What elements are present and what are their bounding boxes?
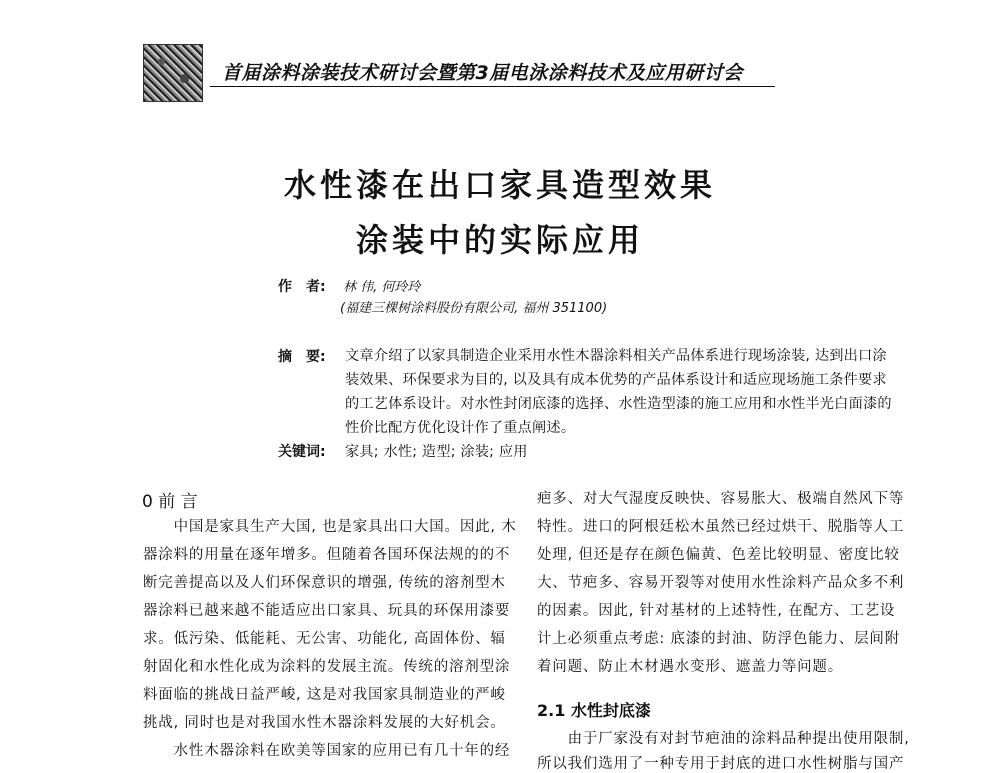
body-line: 中国是家具生产大国, 也是家具出口大国。因此, 木 (143, 519, 517, 535)
body-line: 所以我们选用了一种专用于封底的进口水性树脂与国产 (537, 756, 905, 772)
author-affiliation: (福建三棵树涂料股份有限公司, 福州 351100) (340, 301, 608, 316)
body-line: 料面临的挑战日益严峻, 这是对我国家具制造业的严峻 (143, 687, 506, 703)
body-line: 由于厂家没有对封节疤油的涂料品种提出使用限制, (537, 731, 910, 747)
body-line: 大、节疤多、容易开裂等对使用水性涂料产品众多不利 (537, 575, 905, 591)
body-line: 特性。进口的阿根廷松木虽然已经过烘干、脱脂等人工 (537, 519, 905, 535)
abstract-line: 的工艺体系设计。对水性封闭底漆的选择、水性造型漆的施工应用和水性半光白面漆的 (345, 396, 892, 412)
body-line: 水性木器涂料在欧美等国家的应用已有几十年的经 (143, 743, 511, 759)
abstract-label: 摘 要: (278, 349, 326, 365)
paper-title-line-1: 水性漆在出口家具造型效果 (283, 166, 716, 204)
abstract-line: 文章介绍了以家具制造企业采用水性木器涂料相关产品体系进行现场涂装, 达到出口涂 (345, 348, 887, 364)
body-line: 疤多、对大气湿度反映快、容易胀大、极端自然风下等 (537, 491, 905, 507)
body-line: 器涂料的用量在逐年增多。但随着各国环保法规的的不 (143, 547, 511, 563)
body-line: 断完善提高以及人们环保意识的增强, 传统的溶剂型木 (143, 575, 506, 591)
paper-title-line-2: 涂装中的实际应用 (355, 221, 644, 259)
abstract-line: 装效果、环保要求为目的, 以及具有成本优势的产品体系设计和适应现场施工条件要求 (345, 372, 887, 388)
body-line: 器涂料已越来越不能适应出口家具、玩具的环保用漆要 (143, 603, 511, 619)
keywords-text: 家具; 水性; 造型; 涂装; 应用 (345, 444, 528, 460)
section-heading-2-1: 2.1 水性封底漆 (537, 701, 651, 720)
body-line: 求。低污染、低能耗、无公害、功能化, 高固体份、辐 (143, 631, 506, 647)
body-line: 计上必须重点考虑: 底漆的封油、防浮色能力、层间附 (537, 631, 900, 647)
body-line: 的因素。因此, 针对基材的上述特性, 在配方、工艺设 (537, 603, 896, 619)
keywords-label: 关键词: (278, 444, 326, 460)
conference-logo-icon (143, 44, 203, 102)
body-line: 射固化和水性化成为涂料的发展主流。传统的溶剂型涂 (143, 659, 511, 675)
author-names: 林 伟, 何玲玲 (343, 280, 421, 295)
conference-title: 首届涂料涂装技术研讨会暨第3届电泳涂料技术及应用研讨会 (222, 62, 743, 84)
header-divider (210, 86, 775, 87)
section-heading-intro: 0 前 言 (142, 492, 198, 512)
body-line: 着问题、防止木材遇水变形、遮盖力等问题。 (537, 659, 843, 675)
body-line: 处理, 但还是存在颜色偏黄、色差比较明显、密度比较 (537, 547, 900, 563)
abstract-line: 性价比配方优化设计作了重点阐述。 (345, 420, 576, 436)
authors-label: 作 者: (278, 279, 326, 295)
body-line: 挑战, 同时也是对我国水性木器涂料发展的大好机会。 (143, 715, 506, 731)
